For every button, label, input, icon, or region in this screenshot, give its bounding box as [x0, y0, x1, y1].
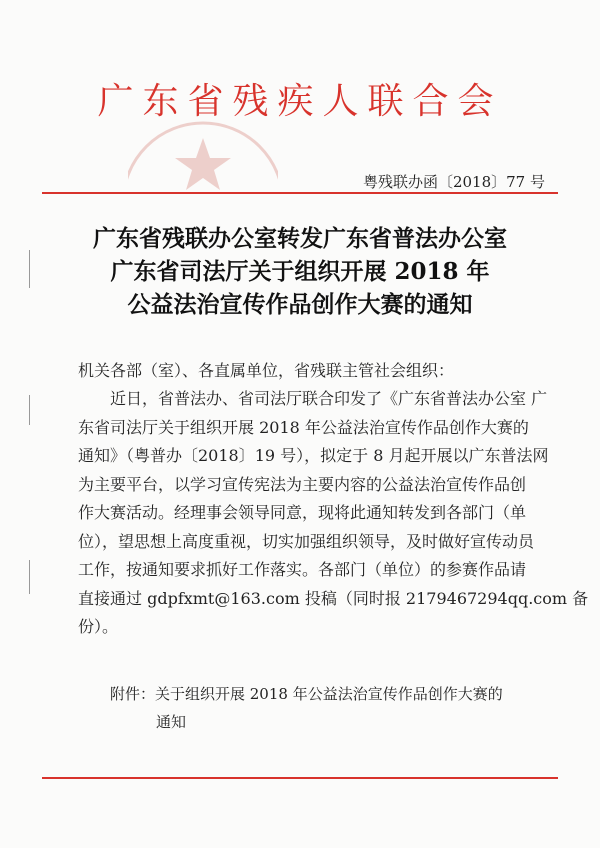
scan-margin-mark — [29, 395, 30, 425]
body-text — [78, 385, 589, 642]
body-line: 通知》（粤普办〔2018〕19 号），拟定于 8 月起开展以广东普法网 — [78, 446, 549, 465]
attachment-line: 通知 — [156, 713, 187, 731]
body-line: 直接通过 gdpfxmt@163.com 投稿（同时报 2179467294qq.com 备 — [78, 588, 589, 608]
body-line: 为主要平台，以学习宣传宪法为主要内容的公益法治宣传作品创 — [78, 474, 527, 494]
body-line: 工作，按通知要求抓好工作落实。各部门（单位）的参赛作品请 — [78, 560, 527, 579]
document-title — [60, 222, 540, 321]
body-line: 东省司法厅关于组织开展 2018 年公益法治宣传作品创作大赛的 — [78, 417, 529, 437]
official-seal-icon — [128, 118, 278, 220]
scan-margin-mark — [29, 250, 30, 288]
body-line: 作大赛活动。经理事会领导同意，现将此通知转发到各部门（单 — [78, 503, 527, 522]
title-line: 广东省残联办公室转发广东省普法办公室 — [93, 225, 507, 252]
body-line: 份）。 — [78, 617, 119, 636]
attachment-note — [110, 680, 503, 736]
body-line: 位），望思想上高度重视，切实加强组织领导，及时做好宣传动员 — [78, 531, 535, 551]
salutation: 机关各部（室）、各直属单位，省残联主管社会组织： — [78, 361, 455, 380]
title-line: 广东省司法厅关于组织开展 2018 年 — [110, 258, 490, 285]
organization-letterhead: 广东省残疾人联合会 — [97, 81, 503, 122]
header-divider — [42, 192, 558, 194]
attachment-line: 附件：关于组织开展 2018 年公益法治宣传作品创作大赛的 — [110, 685, 503, 703]
body-line: 近日，省普法办、省司法厅联合印发了《广东省普法办公室 广 — [110, 389, 548, 408]
title-line: 公益法治宣传作品创作大赛的通知 — [127, 291, 473, 318]
document-number: 粤残联办函〔2018〕77 号 — [362, 173, 545, 191]
footer-divider — [42, 777, 558, 779]
scan-margin-mark — [29, 560, 30, 594]
